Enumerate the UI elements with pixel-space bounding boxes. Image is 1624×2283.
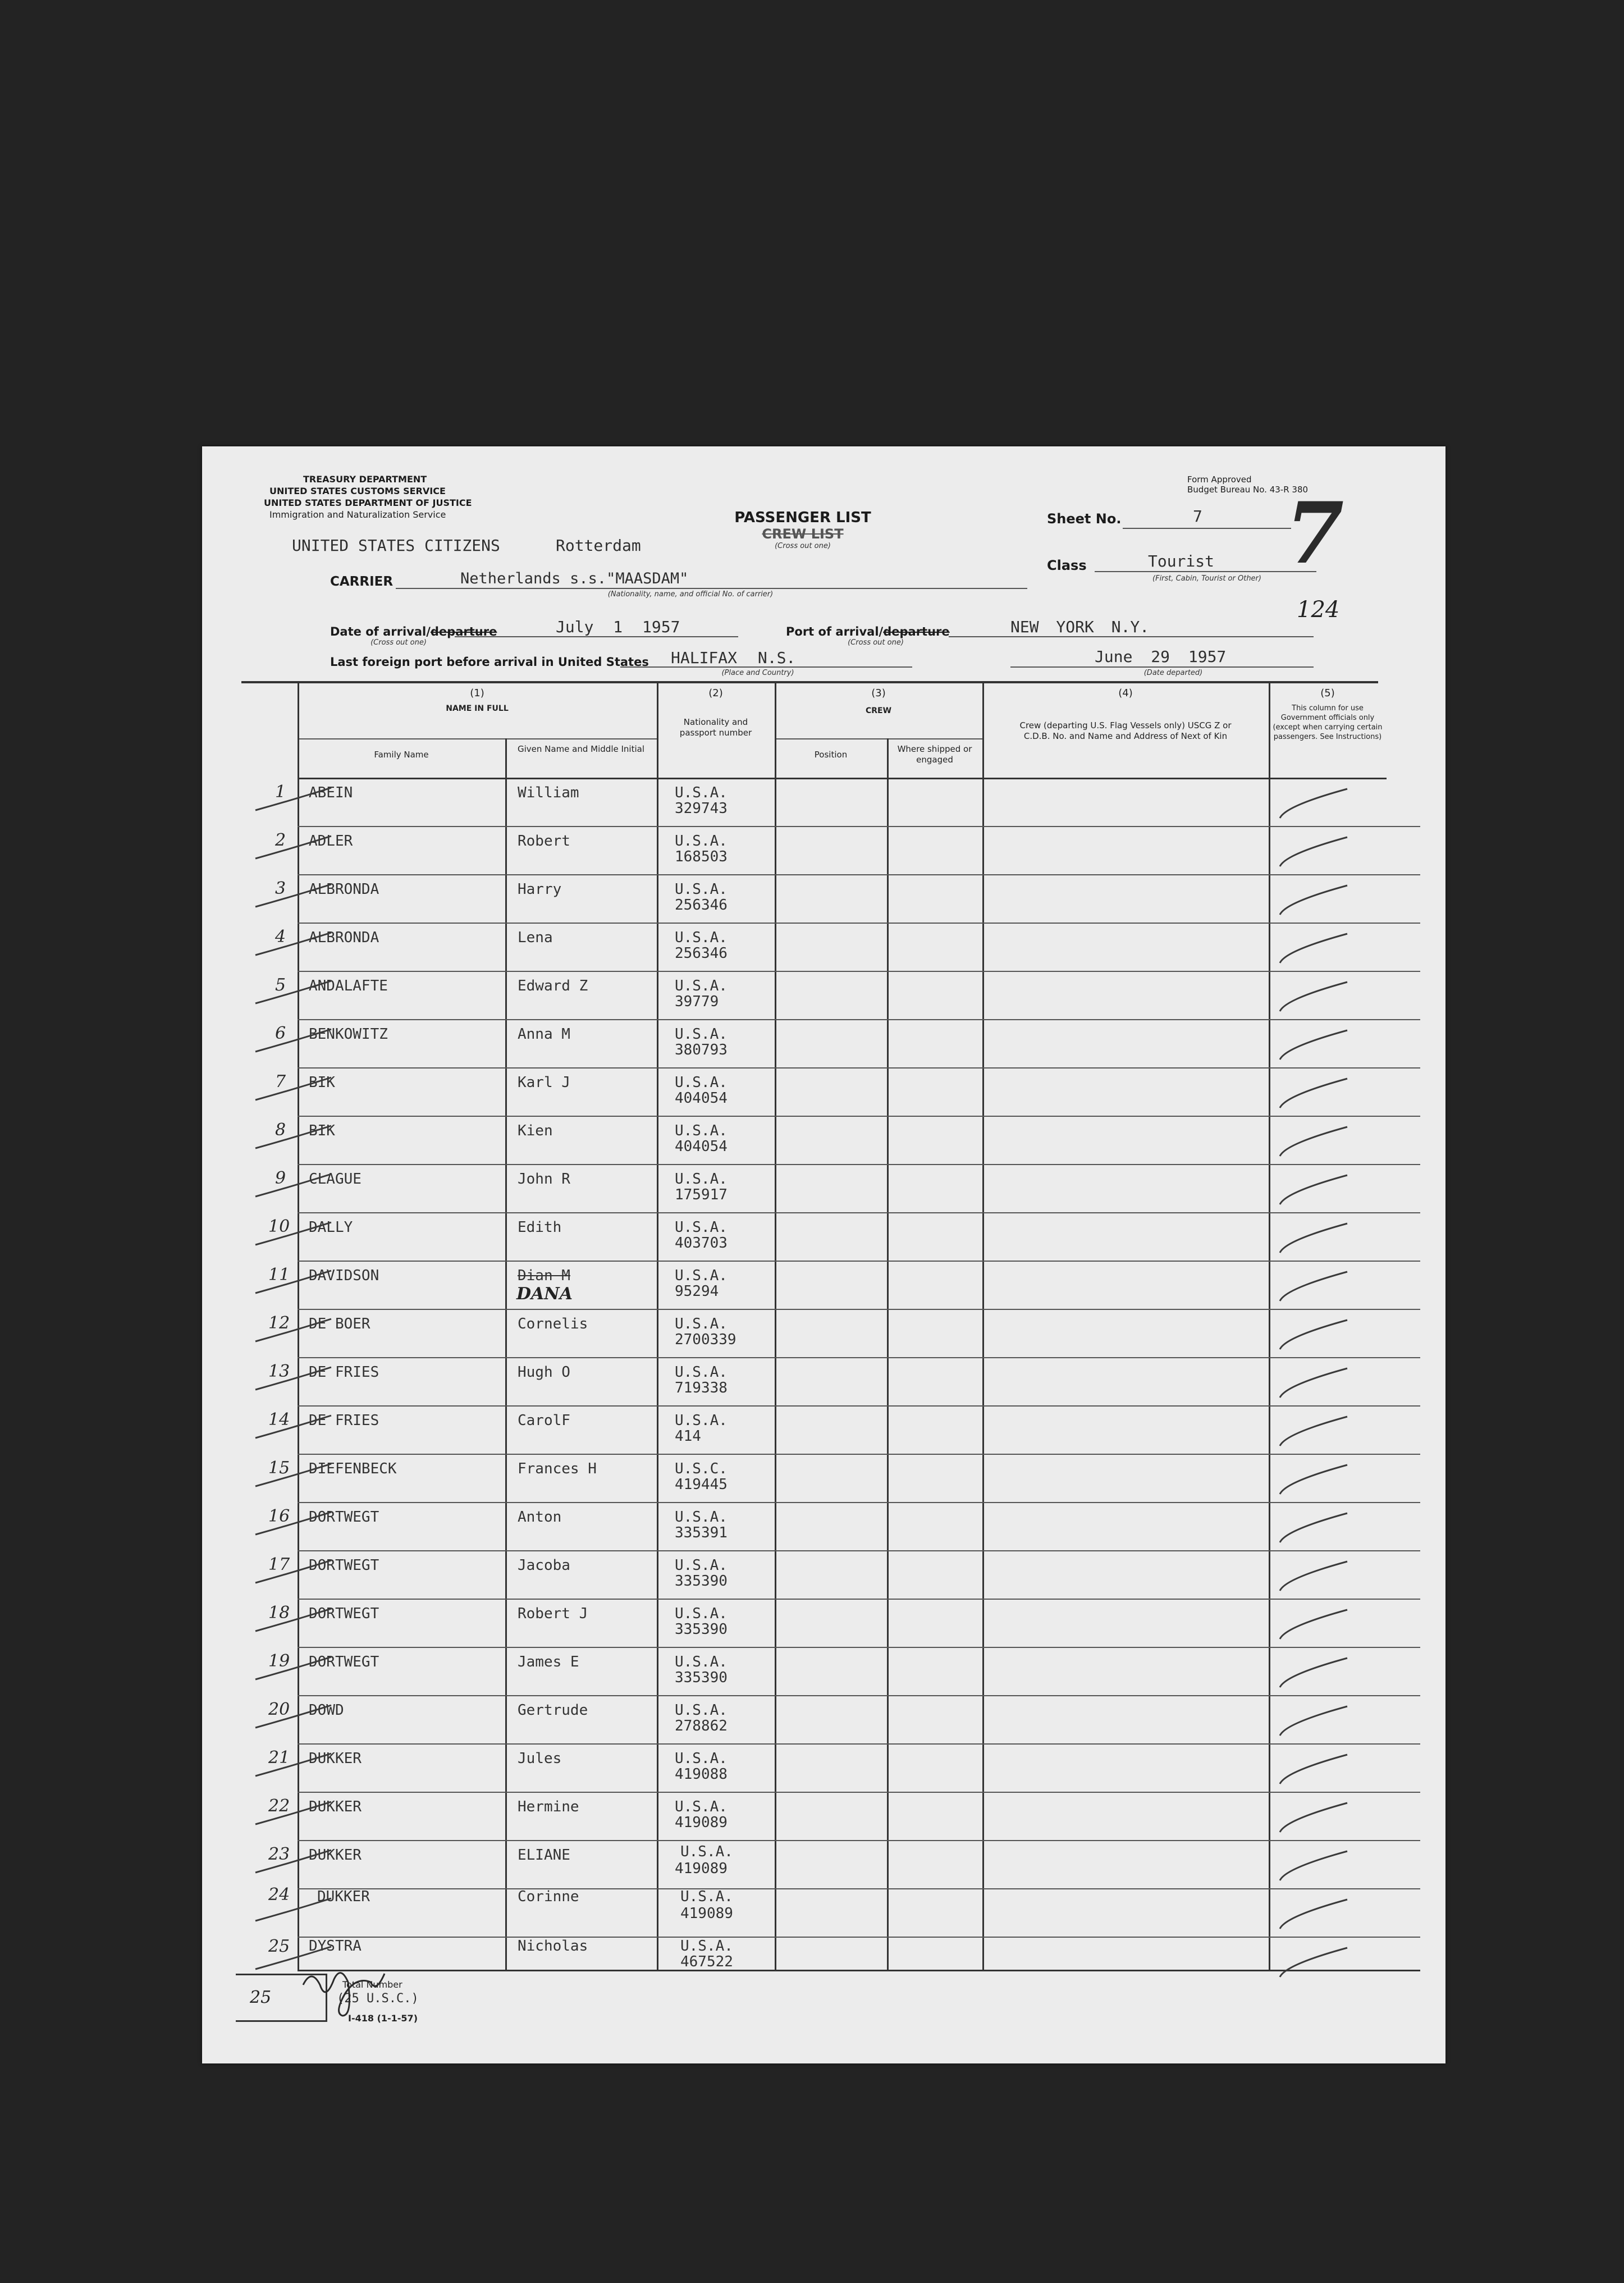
family-name: DUKKER bbox=[309, 1798, 362, 1815]
form-approved-text: Form Approved bbox=[1187, 474, 1252, 485]
passport-number: 403703 bbox=[675, 1235, 728, 1252]
family-name: BENKOWITZ bbox=[309, 1026, 388, 1043]
given-name: William bbox=[518, 784, 579, 801]
check-mark-left bbox=[255, 1319, 331, 1341]
given-name: Hermine bbox=[518, 1798, 579, 1815]
nationality: U.S.A. bbox=[675, 1171, 728, 1188]
given-name: Nicholas bbox=[518, 1938, 588, 1955]
row-number: 25 bbox=[268, 1937, 290, 1956]
check-mark-left bbox=[255, 1174, 331, 1197]
passport-number: 419089 bbox=[675, 1814, 728, 1831]
nationality: U.S.A. bbox=[675, 1798, 728, 1815]
check-mark-right bbox=[1280, 1223, 1347, 1253]
row-number: 7 bbox=[275, 1072, 286, 1092]
check-mark-right bbox=[1280, 1079, 1347, 1108]
family-name: DYSTRA bbox=[309, 1938, 362, 1955]
passport-number: 256346 bbox=[675, 897, 728, 914]
col5-title: This column for use Government officials only (except when carrying certain passengers. See Instructions) bbox=[1273, 704, 1383, 741]
nationality: U.S.A. bbox=[675, 1122, 728, 1139]
nationality: U.S.A. bbox=[675, 833, 728, 850]
list-title: PASSENGER LIST bbox=[734, 509, 871, 526]
nationality: U.S.A. bbox=[675, 1219, 728, 1236]
row-number: 23 bbox=[268, 1844, 290, 1864]
family-name: ANDALAFTE bbox=[309, 978, 388, 994]
family-name: ALBRONDA bbox=[309, 929, 379, 946]
family-name: DOWD bbox=[309, 1702, 344, 1719]
family-name: DIEFENBECK bbox=[309, 1460, 397, 1477]
total-count: 25 bbox=[250, 1988, 272, 2007]
arrival-cross-caption: (Cross out one) bbox=[370, 638, 427, 647]
check-mark-left bbox=[255, 836, 331, 859]
given-name: Corinne bbox=[518, 1888, 579, 1905]
given-name: Lena bbox=[518, 929, 553, 946]
check-mark-left bbox=[255, 981, 331, 1003]
nationality: U.S.A. bbox=[675, 784, 728, 801]
check-mark-right bbox=[1280, 789, 1347, 818]
nationality: U.S.A. bbox=[675, 1267, 728, 1284]
check-mark-left bbox=[255, 884, 331, 907]
check-mark-right bbox=[1280, 1272, 1347, 1301]
passport-number: 467522 bbox=[680, 1953, 733, 1970]
row-number: 16 bbox=[268, 1506, 290, 1526]
check-mark-left bbox=[255, 1512, 331, 1535]
check-mark-right bbox=[1280, 1900, 1347, 1929]
col3-number: (3) bbox=[871, 687, 886, 699]
col-position: Position bbox=[814, 750, 848, 760]
check-mark-left bbox=[255, 1754, 331, 1776]
form-number: I-418 (1-1-57) bbox=[348, 2013, 418, 2024]
row-number: 12 bbox=[268, 1313, 290, 1333]
check-mark-left bbox=[255, 1657, 331, 1679]
passport-number: 419445 bbox=[675, 1476, 728, 1493]
passport-number: 168503 bbox=[675, 848, 728, 865]
nationality: U.S.A. bbox=[675, 1654, 728, 1670]
passport-number: 419089 bbox=[675, 1860, 728, 1877]
check-mark-left bbox=[255, 1609, 331, 1631]
signature-scribble bbox=[303, 1973, 385, 2016]
given-name: Karl J bbox=[518, 1074, 570, 1091]
check-mark-left bbox=[255, 1850, 331, 1873]
check-mark-left bbox=[255, 1367, 331, 1390]
family-name: BIK bbox=[309, 1122, 335, 1139]
check-mark-right bbox=[1280, 1610, 1347, 1639]
class-value: Tourist bbox=[1148, 552, 1215, 570]
nationality: U.S.A. bbox=[675, 881, 728, 898]
check-mark-right bbox=[1280, 982, 1347, 1011]
last-port-label: Last foreign port before arrival in United States bbox=[330, 655, 649, 669]
check-mark-left bbox=[255, 1126, 331, 1148]
passport-number: 380793 bbox=[675, 1042, 728, 1058]
check-mark-left bbox=[255, 1802, 331, 1824]
class-caption: (First, Cabin, Tourist or Other) bbox=[1152, 574, 1261, 583]
col-shipped: Where shipped or engaged bbox=[897, 744, 972, 765]
passport-number: 95294 bbox=[675, 1283, 719, 1300]
row-number: 14 bbox=[268, 1410, 290, 1430]
row-number: 3 bbox=[275, 879, 286, 898]
check-mark-left bbox=[255, 1029, 331, 1052]
check-mark-left bbox=[255, 933, 331, 955]
nationality: U.S.A. bbox=[675, 1074, 728, 1091]
check-mark-right bbox=[1280, 1851, 1347, 1880]
col1-number: (1) bbox=[470, 687, 484, 699]
usc-citation: (25 U.S.C.) bbox=[337, 1992, 419, 2006]
row-number: 2 bbox=[275, 830, 286, 850]
passport-number: 719338 bbox=[675, 1380, 728, 1396]
check-mark-right bbox=[1280, 1803, 1347, 1832]
check-mark-right bbox=[1280, 1465, 1347, 1494]
given-name: CarolF bbox=[518, 1412, 570, 1429]
passport-number: 329743 bbox=[675, 800, 728, 817]
given-name: Robert bbox=[518, 833, 570, 850]
row-number: 4 bbox=[275, 927, 286, 947]
check-mark-right bbox=[1280, 934, 1347, 963]
date-departed-caption: (Date departed) bbox=[1143, 669, 1203, 677]
agency-line-2: UNITED STATES CUSTOMS SERVICE bbox=[269, 486, 446, 496]
given-name: Frances H bbox=[518, 1460, 597, 1477]
given-name: Hugh O bbox=[518, 1364, 570, 1381]
check-mark-right bbox=[1280, 1368, 1347, 1398]
family-name: DE BOER bbox=[309, 1316, 370, 1332]
passport-number: 335391 bbox=[675, 1524, 728, 1541]
check-mark-left bbox=[255, 1560, 331, 1583]
check-mark-left bbox=[255, 1947, 331, 1969]
nationality: U.S.A. bbox=[675, 1557, 728, 1574]
nationality: U.S.A. bbox=[675, 1750, 728, 1767]
arrival-departure-struck: departure bbox=[430, 625, 497, 638]
nationality: U.S.C. bbox=[675, 1460, 728, 1477]
last-port-value: HALIFAX N.S. bbox=[671, 649, 796, 667]
arrival-label-text: Date of arrival/ bbox=[330, 625, 431, 638]
row-number: 18 bbox=[268, 1603, 290, 1623]
check-mark-right bbox=[1280, 1561, 1347, 1591]
port-label-text: Port of arrival/ bbox=[786, 625, 884, 638]
check-mark-right bbox=[1280, 885, 1347, 915]
row-number: 15 bbox=[268, 1458, 290, 1478]
passport-number: 335390 bbox=[675, 1573, 728, 1590]
sheet-number-handwritten: 7 bbox=[1286, 484, 1344, 583]
passport-number: 39779 bbox=[675, 993, 719, 1010]
col2-number: (2) bbox=[708, 687, 723, 699]
given-name: Robert J bbox=[518, 1605, 588, 1622]
passport-number: 404054 bbox=[675, 1138, 728, 1155]
check-mark-right bbox=[1280, 1658, 1347, 1687]
check-mark-right bbox=[1280, 1320, 1347, 1349]
check-mark-right bbox=[1280, 837, 1347, 866]
given-name: John R bbox=[518, 1171, 570, 1188]
check-mark-left bbox=[255, 1271, 331, 1293]
check-mark-right bbox=[1280, 1127, 1347, 1156]
passport-number: 278862 bbox=[675, 1718, 728, 1734]
given-name: Edward Z bbox=[518, 978, 588, 994]
family-name: DUKKER bbox=[309, 1847, 362, 1864]
carrier-value: Netherlands s.s."MAASDAM" bbox=[460, 570, 689, 587]
port-value: NEW YORK N.Y. bbox=[1010, 618, 1150, 636]
nationality: U.S.A. bbox=[680, 1938, 733, 1955]
col-family: Family Name bbox=[374, 750, 429, 760]
row-number: 8 bbox=[275, 1120, 286, 1140]
family-name: BIK bbox=[309, 1074, 335, 1091]
col5-number: (5) bbox=[1320, 687, 1335, 699]
check-mark-left bbox=[255, 788, 331, 810]
row-number: 1 bbox=[275, 782, 286, 802]
col4-number: (4) bbox=[1118, 687, 1133, 699]
agency-line-4: Immigration and Naturalization Service bbox=[269, 509, 446, 520]
check-mark-right bbox=[1280, 1417, 1347, 1446]
carrier-label: CARRIER bbox=[330, 574, 394, 589]
passport-number: 419088 bbox=[675, 1766, 728, 1783]
sheet-label: Sheet No. bbox=[1047, 511, 1122, 527]
row-number: 6 bbox=[275, 1024, 286, 1043]
check-mark-left bbox=[255, 1222, 331, 1245]
family-name: DORTWEGT bbox=[309, 1557, 379, 1574]
passport-number: 414 bbox=[675, 1428, 701, 1445]
check-mark-right bbox=[1280, 1513, 1347, 1542]
row-number: 10 bbox=[268, 1217, 290, 1236]
family-name: CLAGUE bbox=[309, 1171, 362, 1188]
family-name: DUKKER bbox=[317, 1888, 370, 1905]
family-name: DE FRIES bbox=[309, 1412, 379, 1429]
cross-out-caption: (Cross out one) bbox=[775, 542, 831, 550]
passport-number: 175917 bbox=[675, 1186, 728, 1203]
check-mark-left bbox=[255, 1464, 331, 1486]
family-name: DALLY bbox=[309, 1219, 353, 1236]
port-departure-struck: departure bbox=[883, 625, 950, 638]
agency-line-1: TREASURY DEPARTMENT bbox=[303, 474, 427, 485]
manifest-sheet bbox=[202, 446, 1445, 2063]
nationality: U.S.A. bbox=[675, 1702, 728, 1719]
check-mark-right bbox=[1280, 1948, 1347, 1977]
col4-title: Crew (departing U.S. Flag Vessels only) USCG Z or C.D.B. No. and Name and Address of Next of Kin bbox=[1019, 720, 1232, 741]
family-name: DORTWEGT bbox=[309, 1509, 379, 1526]
class-label: Class bbox=[1047, 558, 1087, 573]
check-mark-right bbox=[1280, 1175, 1347, 1204]
carrier-caption: (Nationality, name, and official No. of carrier) bbox=[607, 590, 774, 599]
check-mark-left bbox=[255, 1898, 331, 1921]
family-name: DORTWEGT bbox=[309, 1654, 379, 1670]
row-number: 21 bbox=[268, 1748, 290, 1768]
col-given: Given Name and Middle Initial bbox=[517, 744, 644, 754]
agency-line-3: UNITED STATES DEPARTMENT OF JUSTICE bbox=[264, 497, 472, 508]
row-number: 13 bbox=[268, 1362, 290, 1381]
check-mark-left bbox=[255, 1077, 331, 1100]
row-number: 24 bbox=[268, 1885, 290, 1905]
family-name: ADLER bbox=[309, 833, 353, 850]
passport-number: 404054 bbox=[675, 1090, 728, 1107]
passport-number: 335390 bbox=[675, 1621, 728, 1638]
check-mark-left bbox=[255, 1416, 331, 1438]
given-name: Jacoba bbox=[518, 1557, 570, 1574]
nationality: U.S.A. bbox=[675, 978, 728, 994]
nationality: U.S.A. bbox=[675, 1026, 728, 1043]
total-number-label: Total Number bbox=[342, 1979, 402, 1990]
given-name: Kien bbox=[518, 1122, 553, 1139]
date-departed: June 29 1957 bbox=[1095, 647, 1227, 666]
family-name: DORTWEGT bbox=[309, 1605, 379, 1622]
given-name: Anton bbox=[518, 1509, 562, 1526]
family-name: DAVIDSON bbox=[309, 1267, 379, 1284]
check-mark-right bbox=[1280, 1706, 1347, 1736]
nationality: U.S.A. bbox=[675, 1605, 728, 1622]
col2-title: Nationality and passport number bbox=[679, 717, 752, 738]
given-name: Harry bbox=[518, 881, 562, 898]
given-name-handwritten: DANA bbox=[516, 1284, 573, 1304]
budget-bureau-text: Budget Bureau No. 43-R 380 bbox=[1187, 485, 1309, 495]
given-name: Gertrude bbox=[518, 1702, 588, 1719]
col3-title: CREW bbox=[865, 706, 892, 715]
check-mark-right bbox=[1280, 1030, 1347, 1060]
passport-number: 256346 bbox=[675, 945, 728, 962]
family-name: DE FRIES bbox=[309, 1364, 379, 1381]
row-number: 17 bbox=[268, 1555, 290, 1574]
crew-list-struck: CREW LIST bbox=[762, 526, 844, 542]
family-name: ABEIN bbox=[309, 784, 353, 801]
family-name: DUKKER bbox=[309, 1750, 362, 1767]
handwritten-checkmarks bbox=[202, 446, 1445, 2063]
place-caption: (Place and Country) bbox=[721, 669, 794, 677]
given-name: Edith bbox=[518, 1219, 562, 1236]
given-name: Jules bbox=[518, 1750, 562, 1767]
nationality: U.S.A. bbox=[680, 1888, 733, 1905]
citizens-line: UNITED STATES CITIZENS bbox=[292, 536, 500, 555]
passport-number: 2700339 bbox=[675, 1331, 736, 1348]
port-cross-caption: (Cross out one) bbox=[848, 638, 904, 647]
given-name: James E bbox=[518, 1654, 579, 1670]
given-name: ELIANE bbox=[518, 1847, 570, 1864]
row-number: 20 bbox=[268, 1700, 290, 1719]
passport-number: 335390 bbox=[675, 1669, 728, 1686]
port-of-embarkation: Rotterdam bbox=[556, 536, 641, 555]
check-mark-left bbox=[255, 1705, 331, 1728]
arrival-date: July 1 1957 bbox=[556, 618, 680, 636]
row-number: 9 bbox=[275, 1168, 286, 1188]
check-mark-right bbox=[1280, 1755, 1347, 1784]
row-number: 5 bbox=[275, 975, 286, 995]
col1-title: NAME IN FULL bbox=[446, 704, 509, 713]
given-name: Dian M bbox=[518, 1267, 570, 1284]
nationality: U.S.A. bbox=[675, 1509, 728, 1526]
nationality: U.S.A. bbox=[675, 1316, 728, 1332]
nationality: U.S.A. bbox=[675, 1412, 728, 1429]
given-name: Cornelis bbox=[518, 1316, 588, 1332]
row-number: 19 bbox=[268, 1651, 290, 1671]
family-name: ALBRONDA bbox=[309, 881, 379, 898]
row-number: 22 bbox=[268, 1796, 290, 1816]
sheet-value: 7 bbox=[1193, 507, 1202, 526]
given-name: Anna M bbox=[518, 1026, 570, 1043]
nationality: U.S.A. bbox=[675, 1364, 728, 1381]
nationality: U.S.A. bbox=[680, 1843, 733, 1860]
passport-number: 419089 bbox=[680, 1905, 733, 1922]
page-number: 124 bbox=[1297, 597, 1340, 623]
nationality: U.S.A. bbox=[675, 929, 728, 946]
row-number: 11 bbox=[268, 1265, 290, 1285]
